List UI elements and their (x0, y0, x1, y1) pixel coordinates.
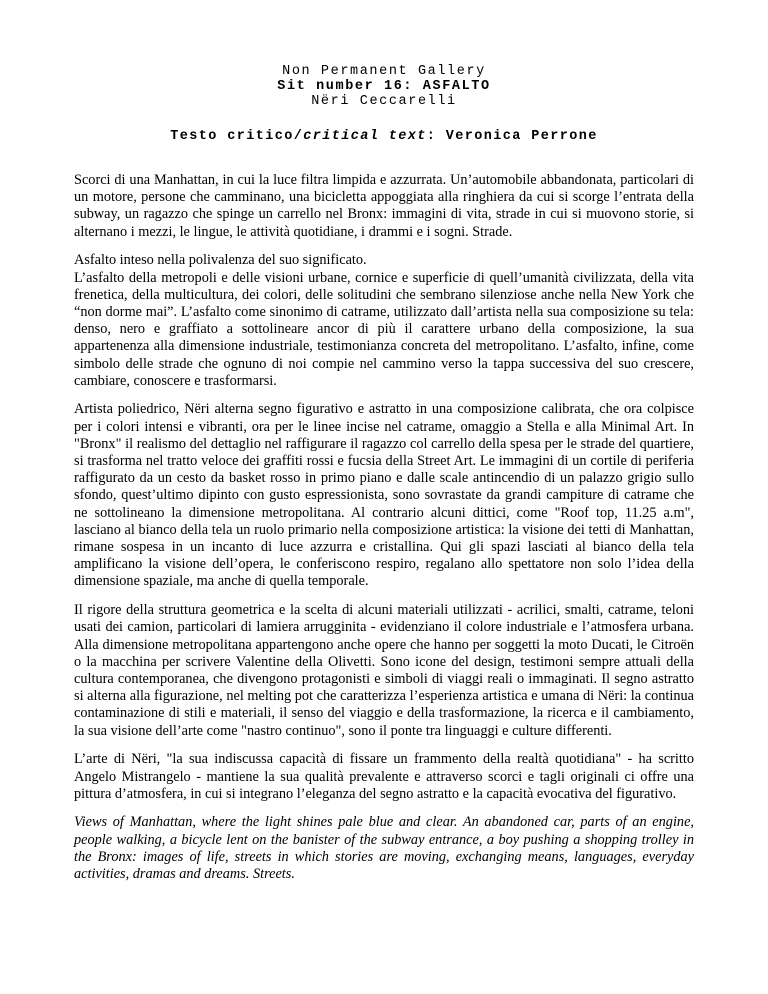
paragraph-5: Il rigore della struttura geometrica e la scelta di alcuni materiali utilizzati - acrilici, smalti, catrame, teloni usati dei camion, particolari di lamiera arrugginita - evidenziano il colore industriale e l’atmosfera urbana. Alla dimensione metropolitana appartengono anche opere che hanno per soggetti la moto Ducati, le Citroën o la macchina per scrivere Valentine della Olivetti. Sono icone del design, testimoni sempre attuali della cultura contemporanea, che divengono protagonisti e simboli di viaggi reali o immaginati. Il segno astratto si alterna alla figurazione, nel melting pot che caratterizza l’esperienza artistica e umana di Nëri: la continua contaminazione di stili e materiali, il senso del viaggio e della trasformazione, la ricerca e il cambiamento, la sua visione dell’arte come "nastro continuo", sono il ponte tra linguaggi e culture differenti. (74, 602, 694, 739)
body-text (74, 172, 694, 883)
credit-italic: critical text (303, 129, 427, 144)
paragraph-3: L’asfalto della metropoli e delle visioni urbane, cornice e superficie di quell’umanità civilizzata, della vita frenetica, della multicultura, dei colori, delle solitudini che sembrano silenziose anche nella New York che “non dorme mai”. L’asfalto come sinonimo di catrame, utilizzato dall’artista nella sua composizione su tela: denso, nero e graffiato a sottolineare ancor di più il carattere urbano della composizione, la sua appartenenza alla dimensione industriale, testimonianza concreta del metropolitano. L’asfalto, infine, come simbolo delle strade che ognuno di noi compie nel cammino verso la tappa successiva del suo crescere, cambiare, conoscere e trasformarsi. (74, 269, 694, 389)
credit-author: : Veronica Perrone (426, 129, 598, 144)
exhibition-title: Sit number 16: ASFALTO (277, 79, 491, 94)
artist-name: Nëri Ceccarelli (311, 94, 457, 109)
gallery-name: Non Permanent Gallery (282, 64, 486, 79)
document-page (74, 64, 694, 895)
document-header (74, 64, 694, 144)
paragraph-6: L’arte di Nëri, "la sua indiscussa capacità di fissare un frammento della realtà quotidiana" - ha scritto Angelo Mistrangelo - mantiene la sua qualità prevalente e attraverso scorci e tagli originali ci offre una pittura d’atmosfera, in cui si integrano l’eleganza del segno astratto e la capacità evocativa del figurativo. (74, 751, 694, 802)
paragraph-1: Scorci di una Manhattan, in cui la luce filtra limpida e azzurrata. Un’automobile abbandonata, particolari di un motore, persone che camminano, una bicicletta appoggiata alla ringhiera da cui si scorge l’entrata della subway, un ragazzo che spinge un carrello nel Bronx: immagini di vita, strade in cui si muovono storie, si alternano i mezzi, le lingue, le attività quotidiane, i drammi e i sogni. Strade. (74, 172, 694, 240)
paragraph-2: Asfalto inteso nella polivalenza del suo significato. (74, 252, 367, 269)
paragraph-english: Views of Manhattan, where the light shines pale blue and clear. An abandoned car, parts of an engine, people walking, a bicycle lent on the banister of the subway entrance, a boy pushing a shopping trolley in the Bronx: images of life, streets in which stories are moving, exchanging means, languages, everyday activities, dramas and dreams. Streets. (74, 814, 694, 883)
critical-text-credit (74, 129, 694, 144)
credit-prefix: Testo critico/ (170, 129, 304, 144)
paragraph-4: Artista poliedrico, Nëri alterna segno figurativo e astratto in una composizione calibrata, che ora colpisce per i colori intensi e vibranti, ora per le linee incise nel catrame, omaggio a Stella e alla Minimal Art. In "Bronx" il realismo del dettaglio nel raffigurare il ragazzo col carrello della spesa per le strade del quartiere, si trasforma nel tratto veloce dei graffiti rossi e fucsia della Street Art. Le immagini di un cortile di periferia raffigurato da un cesto da basket rosso in primo piano e dalle scale antincendio di un palazzo grigio sullo sfondo, quest’ultimo dipinto con gusto espressionista, sono sovrastate da grandi campiture di catrame che ne sottolineano la dimensione metropolitana. Al contrario alcuni dittici, come "Roof top, 11.25 a.m", lasciano al bianco della tela un ruolo primario nella composizione artistica: la visione dei tetti di Manhattan, rimane sospesa in un incanto di luce azzurra e cristallina. Qui gli spazi lasciati al bianco della tela amplificano la visione dell’opera, le conferiscono respiro, regalano allo spettatore non solo l’idea della dimensione spaziale, ma anche di quella temporale. (74, 401, 694, 590)
